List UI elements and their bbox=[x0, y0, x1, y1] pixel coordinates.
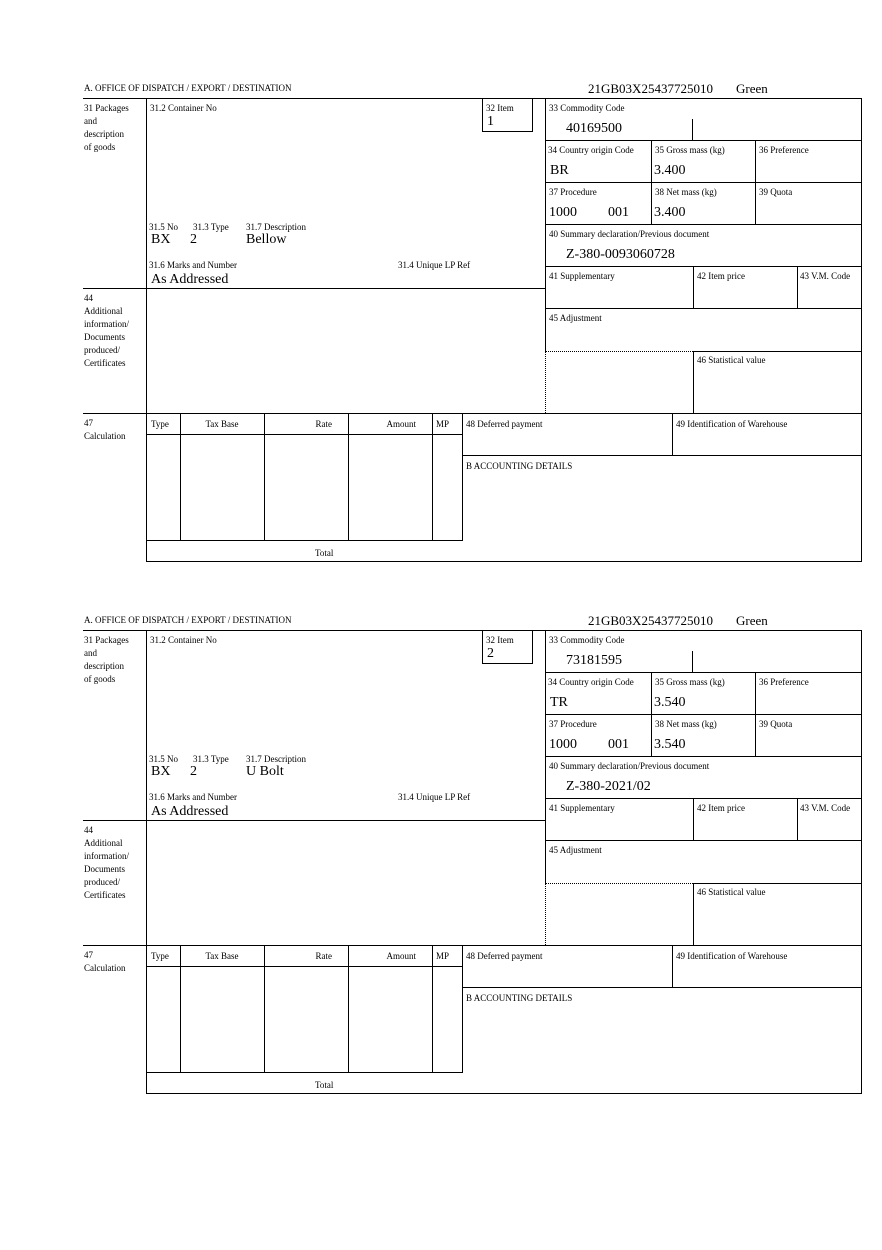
procedure-label: 37 Procedure bbox=[549, 719, 597, 729]
lp-label: 31.4 Unique LP Ref bbox=[398, 260, 471, 270]
rule bbox=[755, 672, 756, 756]
container-label: 31.2 Container No bbox=[150, 103, 217, 113]
rule bbox=[693, 351, 862, 352]
rule bbox=[146, 630, 147, 1094]
quota-label: 39 Quota bbox=[759, 187, 793, 197]
warehouse-label: 49 Identification of Warehouse bbox=[676, 419, 788, 429]
rule bbox=[693, 266, 694, 308]
container-label: 31.2 Container No bbox=[150, 635, 217, 645]
gross-label: 35 Gross mass (kg) bbox=[655, 677, 725, 687]
additional-info-label: 44 Additional information/ Documents produced/ Certificates bbox=[84, 293, 129, 368]
rule bbox=[432, 413, 433, 540]
rule bbox=[693, 883, 694, 945]
rule bbox=[146, 1072, 463, 1073]
no-value: BX bbox=[151, 232, 171, 247]
marks-label: 31.6 Marks and Number bbox=[149, 260, 237, 270]
marks-label: 31.6 Marks and Number bbox=[149, 792, 237, 802]
rule bbox=[545, 756, 862, 757]
description-label: 31.7 Description bbox=[246, 222, 306, 232]
rule bbox=[545, 840, 862, 841]
procedure-label: 37 Procedure bbox=[549, 187, 597, 197]
rule bbox=[545, 714, 862, 715]
rule bbox=[180, 413, 181, 540]
rule bbox=[264, 413, 265, 540]
summary-label: 40 Summary declaration/Previous document bbox=[549, 761, 710, 771]
lp-label: 31.4 Unique LP Ref bbox=[398, 792, 471, 802]
calc-col-rate: Rate bbox=[315, 419, 332, 429]
deferred-payment-label: 48 Deferred payment bbox=[466, 951, 543, 961]
origin-value: TR bbox=[550, 695, 568, 710]
header-title: A. OFFICE OF DISPATCH / EXPORT / DESTINATION bbox=[84, 615, 292, 625]
total-label: Total bbox=[315, 1080, 334, 1090]
rule bbox=[861, 98, 862, 562]
rule bbox=[532, 98, 533, 132]
rule bbox=[348, 945, 349, 1072]
rule-dotted bbox=[545, 351, 693, 352]
rule bbox=[692, 119, 693, 140]
rule bbox=[264, 945, 265, 1072]
type-value: 2 bbox=[190, 232, 197, 247]
rule bbox=[482, 630, 483, 664]
accounting-label: B ACCOUNTING DETAILS bbox=[466, 461, 573, 471]
item-price-label: 42 Item price bbox=[697, 271, 745, 281]
commodity-label: 33 Commodity Code bbox=[549, 635, 625, 645]
calc-col-tax-base: Tax Base bbox=[205, 951, 239, 961]
marks-value: As Addressed bbox=[151, 804, 229, 819]
rule bbox=[545, 798, 862, 799]
summary-value: Z-380-2021/02 bbox=[566, 779, 651, 794]
description-value: Bellow bbox=[246, 232, 287, 247]
rule bbox=[146, 98, 147, 562]
rule bbox=[432, 945, 433, 1072]
procedure-additional: 001 bbox=[608, 205, 629, 220]
origin-label: 34 Country origin Code bbox=[548, 145, 634, 155]
net-value: 3.400 bbox=[654, 205, 686, 220]
rule-dotted bbox=[545, 351, 546, 413]
warehouse-label: 49 Identification of Warehouse bbox=[676, 951, 788, 961]
additional-info-label: 44 Additional information/ Documents produced/ Certificates bbox=[84, 825, 129, 900]
statistical-value-label: 46 Statistical value bbox=[697, 355, 766, 365]
calc-col-mp: MP bbox=[436, 951, 450, 961]
rule bbox=[651, 672, 652, 756]
rule bbox=[462, 987, 862, 988]
rule bbox=[83, 820, 546, 821]
marks-value: As Addressed bbox=[151, 272, 229, 287]
calc-col-amount: Amount bbox=[386, 419, 416, 429]
rule bbox=[545, 140, 862, 141]
net-label: 38 Net mass (kg) bbox=[655, 719, 717, 729]
calc-col-type: Type bbox=[151, 419, 169, 429]
rule bbox=[146, 1093, 862, 1094]
rule bbox=[482, 98, 483, 132]
no-value: BX bbox=[151, 764, 171, 779]
adjustment-label: 45 Adjustment bbox=[549, 313, 602, 323]
commodity-value: 73181595 bbox=[566, 653, 622, 668]
type-value: 2 bbox=[190, 764, 197, 779]
calc-col-tax-base: Tax Base bbox=[205, 419, 239, 429]
preference-label: 36 Preference bbox=[759, 677, 809, 687]
no-label: 31.5 No bbox=[149, 754, 178, 764]
net-label: 38 Net mass (kg) bbox=[655, 187, 717, 197]
item-value: 1 bbox=[487, 114, 494, 129]
summary-label: 40 Summary declaration/Previous document bbox=[549, 229, 710, 239]
gross-value: 3.400 bbox=[654, 163, 686, 178]
rule-dotted bbox=[545, 883, 546, 945]
rule bbox=[672, 413, 673, 456]
type-label: 31.3 Type bbox=[193, 222, 229, 232]
rule bbox=[146, 966, 463, 967]
rule bbox=[462, 413, 463, 540]
commodity-label: 33 Commodity Code bbox=[549, 103, 625, 113]
rule-dotted bbox=[545, 883, 693, 884]
rule bbox=[755, 140, 756, 224]
item-value: 2 bbox=[487, 646, 494, 661]
rule bbox=[797, 798, 798, 840]
calculation-label: 47 Calculation bbox=[84, 950, 126, 973]
rule bbox=[693, 883, 862, 884]
rule bbox=[146, 434, 463, 435]
rule bbox=[462, 455, 862, 456]
header-title: A. OFFICE OF DISPATCH / EXPORT / DESTINATION bbox=[84, 83, 292, 93]
procedure-additional: 001 bbox=[608, 737, 629, 752]
packages-label: 31 Packages and description of goods bbox=[84, 103, 129, 152]
rule bbox=[83, 630, 862, 631]
rule bbox=[83, 98, 862, 99]
rule bbox=[797, 266, 798, 308]
quota-label: 39 Quota bbox=[759, 719, 793, 729]
declaration-form-2 bbox=[0, 532, 882, 1090]
rule bbox=[83, 413, 862, 414]
rule bbox=[482, 663, 533, 664]
preference-label: 36 Preference bbox=[759, 145, 809, 155]
procedure-value: 1000 bbox=[549, 737, 577, 752]
item-price-label: 42 Item price bbox=[697, 803, 745, 813]
gross-label: 35 Gross mass (kg) bbox=[655, 145, 725, 155]
item-label: 32 Item bbox=[486, 635, 514, 645]
rule bbox=[693, 351, 694, 413]
rule bbox=[482, 131, 533, 132]
lane-status: Green bbox=[736, 613, 768, 628]
rule bbox=[651, 140, 652, 224]
accounting-label: B ACCOUNTING DETAILS bbox=[466, 993, 573, 1003]
calc-col-type: Type bbox=[151, 951, 169, 961]
vm-code-label: 43 V.M. Code bbox=[800, 271, 851, 281]
vm-code-label: 43 V.M. Code bbox=[800, 803, 851, 813]
rule bbox=[83, 945, 862, 946]
rule bbox=[462, 945, 463, 1072]
rule bbox=[672, 945, 673, 988]
calculation-label: 47 Calculation bbox=[84, 418, 126, 441]
gross-value: 3.540 bbox=[654, 695, 686, 710]
origin-value: BR bbox=[550, 163, 569, 178]
supplementary-label: 41 Supplementary bbox=[549, 803, 615, 813]
supplementary-label: 41 Supplementary bbox=[549, 271, 615, 281]
item-label: 32 Item bbox=[486, 103, 514, 113]
origin-label: 34 Country origin Code bbox=[548, 677, 634, 687]
total-label: Total bbox=[315, 548, 334, 558]
rule bbox=[545, 672, 862, 673]
adjustment-label: 45 Adjustment bbox=[549, 845, 602, 855]
calc-col-mp: MP bbox=[436, 419, 450, 429]
procedure-value: 1000 bbox=[549, 205, 577, 220]
packages-label: 31 Packages and description of goods bbox=[84, 635, 129, 684]
net-value: 3.540 bbox=[654, 737, 686, 752]
description-value: U Bolt bbox=[246, 764, 284, 779]
description-label: 31.7 Description bbox=[246, 754, 306, 764]
reference-number: 21GB03X25437725010 bbox=[588, 613, 713, 628]
rule bbox=[532, 630, 533, 664]
statistical-value-label: 46 Statistical value bbox=[697, 887, 766, 897]
rule bbox=[545, 182, 862, 183]
rule bbox=[348, 413, 349, 540]
lane-status: Green bbox=[736, 81, 768, 96]
rule bbox=[692, 651, 693, 672]
rule bbox=[180, 945, 181, 1072]
calc-col-rate: Rate bbox=[315, 951, 332, 961]
deferred-payment-label: 48 Deferred payment bbox=[466, 419, 543, 429]
type-label: 31.3 Type bbox=[193, 754, 229, 764]
rule bbox=[545, 266, 862, 267]
rule bbox=[545, 224, 862, 225]
no-label: 31.5 No bbox=[149, 222, 178, 232]
summary-value: Z-380-0093060728 bbox=[566, 247, 675, 262]
commodity-value: 40169500 bbox=[566, 121, 622, 136]
rule bbox=[545, 308, 862, 309]
reference-number: 21GB03X25437725010 bbox=[588, 81, 713, 96]
rule bbox=[861, 630, 862, 1094]
rule bbox=[83, 288, 546, 289]
calc-col-amount: Amount bbox=[386, 951, 416, 961]
declaration-form-1 bbox=[0, 0, 882, 558]
rule bbox=[693, 798, 694, 840]
